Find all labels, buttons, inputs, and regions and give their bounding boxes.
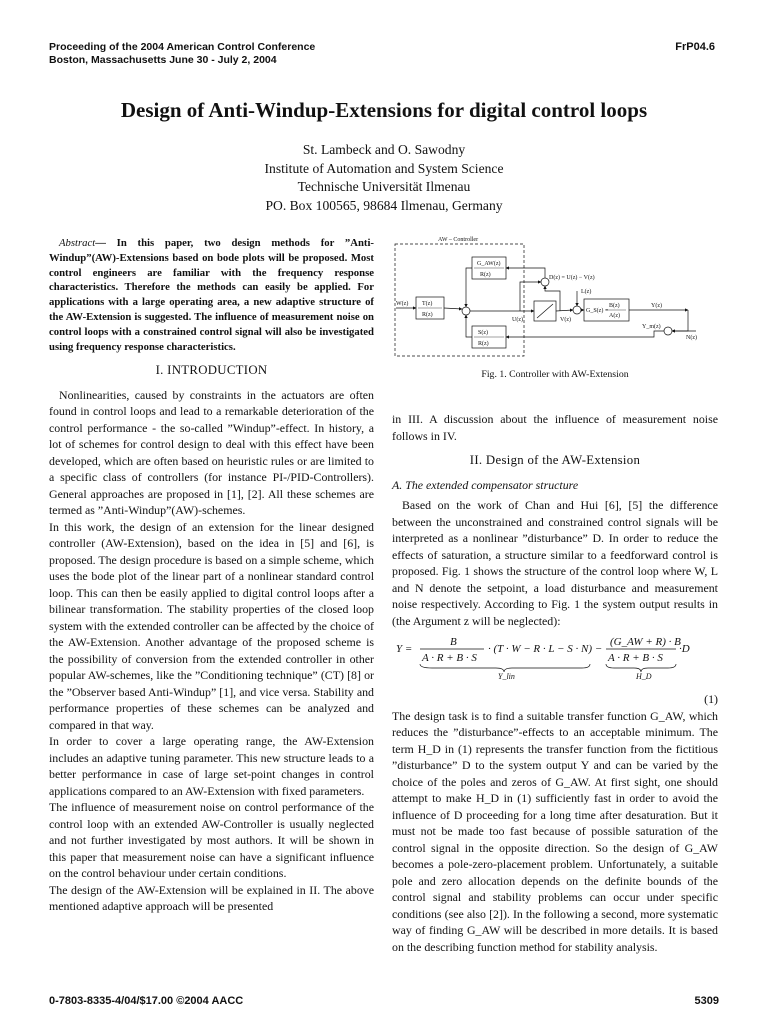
equation-number: (1): [704, 692, 718, 706]
ym-label: Y_m(z): [642, 324, 661, 330]
v-label: V(z): [560, 317, 571, 323]
t-num: T(z): [422, 301, 433, 307]
paper-title: Design of Anti-Windup-Extensions for digital control loops: [120, 98, 648, 122]
l-label: L(z): [581, 289, 592, 295]
subsection-heading: A. The extended compensator structure: [392, 477, 579, 492]
eq-brace-1: [420, 664, 590, 672]
author-names: St. Lambeck and O. Sawodny: [302, 142, 466, 157]
eq-frac2-num: (G_AW + R) · B: [610, 636, 681, 648]
address: PO. Box 100565, 98684 Ilmenau, Germany: [265, 197, 503, 213]
intro-paragraph-1: Nonlinearities, caused by constraints in the actuators are often found in control loops and lead to a remarkable deterioration of the control performance - the so-called ”Windup”-effect. In history, a lot of schemes for control design to deal with this effect have been developed, which are often based on heuristic rules or are limited to a specific class of controllers (for instance PI-/PID-Controllers). General approaches are proposed in [1], [2]. All these schemes are termed as ”Anti-Windup”(AW)-schemes.: [49, 387, 374, 518]
eq-frac1-num: B: [450, 636, 457, 648]
figure-caption: Fig. 1. Controller with AW-Extension: [481, 369, 629, 380]
abstract-text: — In this paper, two design methods for ”Anti-Windup”(AW)-Extensions based on bode plots will be proposed. Most control engineers are familiar with the frequency response characteristics. Therefore the methods can easily be applied. For applications with a large operating area, a new adaptive structure of the AW-Extension is suggested. The influence of measurement noise on control loops with a constrained control signal will also be investigated using frequency response characteristics.: [49, 237, 374, 353]
eq-tail: ·D: [679, 643, 690, 655]
section1-continuation: in III. A discussion about the influence of measurement noise follows in IV.: [392, 412, 718, 443]
abstract: [49, 236, 374, 354]
w-label: W(z): [396, 301, 409, 307]
plant-num: B(z): [609, 303, 620, 309]
conference-line2: Boston, Massachusetts June 30 - July 2, 2004: [49, 54, 277, 66]
conference-line1: Proceeding of the 2004 American Control Conference: [49, 41, 316, 53]
gaw-num: G_AW(z): [477, 261, 501, 267]
sum-junction-1: [462, 307, 470, 315]
aw-controller-box: [395, 244, 524, 356]
intro-paragraph-2: In this work, the design of an extension for the linear designed controller (AW-Extension), based on the idea in [5] and [6], is proposed. The design procedure is based on a simple scheme, which uses the bode plot of the linear part of a nonlinear standard control loop. This can then be easily applied to digital control loops after a bilinear transformation. The stability properties of the closed loop system with the extended controller can be affected by the choice of the AW-Extension. Another advantage of the proposed scheme is the possibility of conversion from the extended controller in other popular AW-schemes, like the ”Conditioning technique” (CT) [8] or the ”Observer based Anti-Windup” [1], and vice versa. Stability and performance properties of these schemes can be analyzed and compared in that way.: [49, 519, 374, 732]
eq-brace-2: [606, 664, 676, 672]
left-column: [49, 236, 374, 915]
affiliation-2: Technische Universität Ilmenau: [297, 179, 471, 194]
eq-middle: · (T · W − R · L − S · N) −: [488, 643, 603, 655]
d-equation: D(z) = U(z) − V(z): [549, 275, 595, 281]
block-diagram-figure: [392, 233, 718, 363]
eq-brace1-label: Y_lin: [498, 672, 515, 681]
gaw-den: R(z): [480, 272, 491, 278]
eq-frac1-den: A · R + B · S: [422, 652, 477, 664]
t-den: R(z): [422, 312, 433, 318]
session-id: FrP04.6: [675, 41, 715, 53]
intro-paragraph-4: The influence of measurement noise on control performance of the control loop with an extended AW-Controller is usually neglected and not further investigated by most authors. It will be shown in this paper that measurement noise can have a significant influence on the control behaviour under certain conditions.: [49, 800, 374, 881]
section2-paragraph-1: Based on the work of Chan and Hui [6], [5] the difference between the unconstrained and constrained control signals will be interpreted as a nonlinear ”disturbance” D. In order to reduce the effects of saturation, a structure similar to a feedforward control is proposed. Fig. 1 shows the structure of the control loop where W, L and N denote the setpoint, a load disturbance and measurement noise respectively. According to Fig. 1 the system output results in (the Argument z will be neglected):: [392, 498, 718, 628]
right-column: [392, 411, 718, 955]
affiliation-1: Institute of Automation and System Science: [264, 160, 504, 176]
intro-paragraph-3: In order to cover a large operating range, the AW-Extension includes an adaptive tuning parameter. This new structure leads to a better performance in case of large set-point changes in control applications compared to an AW-Extension with fixed parameters.: [49, 734, 374, 798]
s-num: S(z): [478, 330, 488, 336]
s-den: R(z): [478, 341, 489, 347]
plant-prefix: G_S(z) =: [586, 308, 609, 314]
section-heading-design: II. Design of the AW-Extension: [469, 453, 641, 467]
sum-junction-2: [573, 306, 581, 314]
section2-paragraph-2: The design task is to find a suitable transfer function G_AW, which reduces the ”disturbance”-effects to an acceptable minimum. The term H_D in (1) represents the transfer function from the fictitious ”disturbance” D to the system output Y and can be varied by the choice of the poles and zeros of G_AW. At first sight, one should attempt to make H_D in (1) sufficiently fast in order to avoid the influence of D proceeding for a long time after desaturation. But it must not be made too fast because of possible saturation of the control signal in the opposite direction. So the design of G_AW becomes a pole-zero-placement problem. Unfortunately, a suitable pole and zero allocation depends on the definite bounds of the control signal and stability problems can occur under specific conditions (see also [2]). In the following a second, more systematic way of finding G_AW will be described in more details. It is based on the describing function method for stability analysis.: [392, 708, 718, 954]
sum-junction-d: [541, 278, 549, 286]
aw-controller-label: AW – Controller: [438, 237, 479, 243]
eq-lhs: Y =: [396, 643, 413, 655]
intro-paragraph-5: The design of the AW-Extension will be explained in II. The above mentioned adaptive approach will be presented: [49, 882, 374, 914]
eq-brace2-label: H_D: [636, 672, 652, 681]
conference-header: [49, 41, 315, 67]
page-number: 5309: [694, 995, 719, 1007]
plant-den: A(z): [609, 313, 620, 319]
sum-junction-noise: [664, 327, 672, 335]
footer-isbn: 0-7803-8335-4/04/$17.00 ©2004 AACC: [49, 995, 244, 1007]
n-label: N(z): [686, 335, 697, 341]
abstract-label: Abstract: [59, 237, 96, 249]
u-label: U(z): [512, 317, 523, 323]
equation-1: [392, 633, 718, 693]
eq-frac2-den: A · R + B · S: [608, 652, 663, 664]
author-block: [0, 141, 768, 215]
section-heading-introduction: I. INTRODUCTION: [155, 363, 268, 378]
y-label: Y(z): [651, 303, 662, 309]
